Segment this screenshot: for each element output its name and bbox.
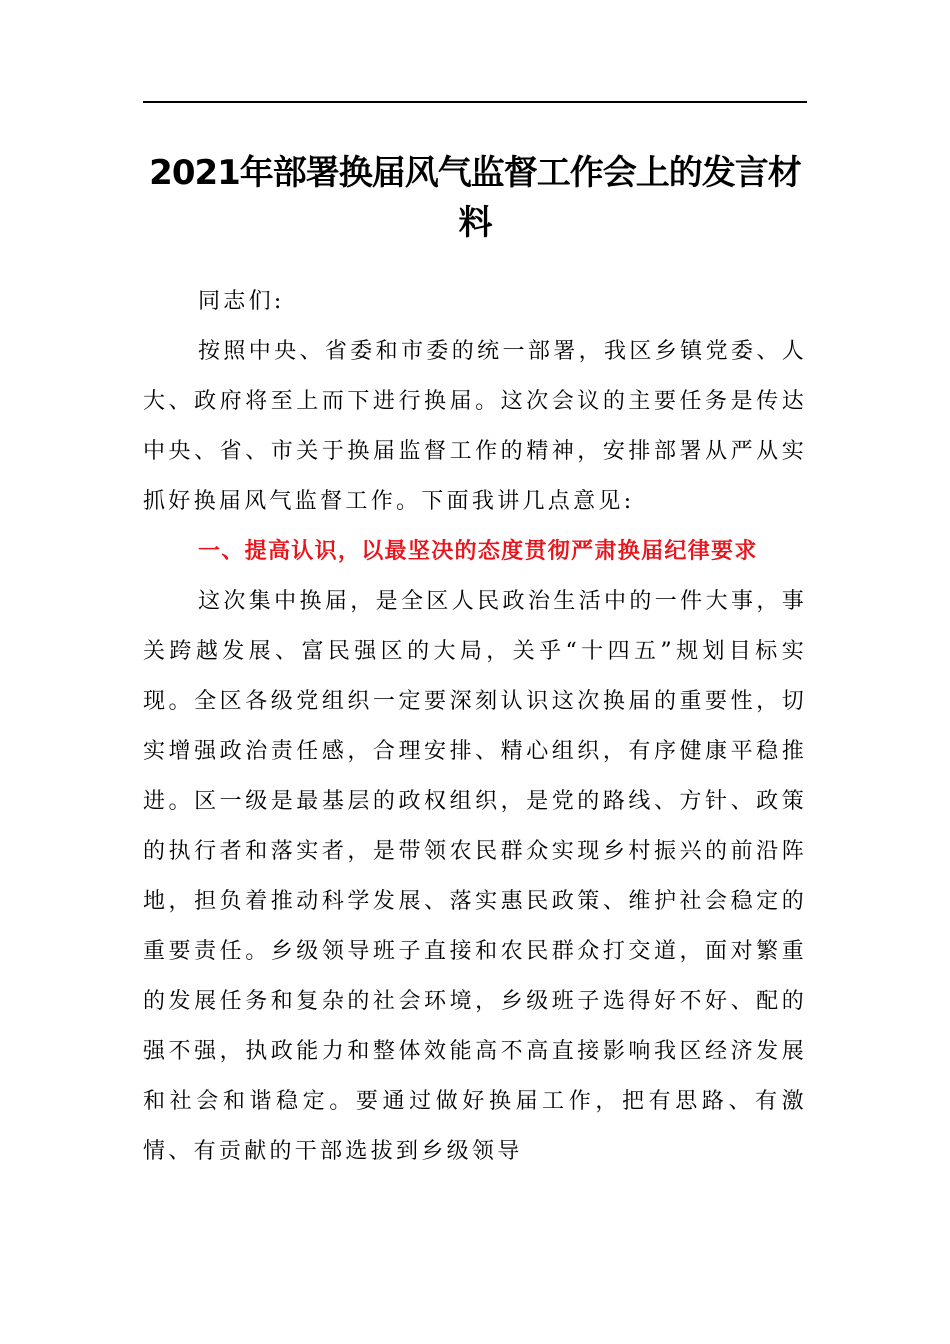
paragraph-section-1: 这次集中换届，是全区人民政治生活中的一件大事，事关跨越发展、富民强区的大局，关乎“十四五”规划目标实现。全区各级党组织一定要深刻认识这次换届的重要性，切实增强政治责任感，合理安排、精心组织，有序健康平稳推进。区一级是最基层的政权组织，是党的路线、方针、政策的执行者和落实者，是带领农民群众实现乡村振兴的前沿阵地，担负着推动科学发展、落实惠民政策、维护社会稳定的重要责任。乡级领导班子直接和农民群众打交道，面对繁重的发展任务和复杂的社会环境，乡级班子选得好不好、配的强不强，执政能力和整体效能高不高直接影响我区经济发展和社会和谐稳定。要通过做好换届工作，把有思路、有激情、有贡献的干部选拔到乡级领导 <box>143 589 807 1164</box>
document-title: 2021年部署换届风气监督工作会上的发言材料 <box>149 153 801 243</box>
document-body <box>143 277 807 1177</box>
salutation: 同志们: <box>198 289 285 314</box>
paragraph-intro: 按照中央、省委和市委的统一部署，我区乡镇党委、人大、政府将至上而下进行换届。这次会议的主要任务是传达中央、省、市关于换届监督工作的精神，安排部署从严从实抓好换届风气监督工作。下面我讲几点意见: <box>143 339 807 514</box>
section-heading-1: 一、提高认识，以最坚决的态度贯彻严肃换届纪律要求 <box>198 539 758 564</box>
header-rule <box>143 101 807 103</box>
